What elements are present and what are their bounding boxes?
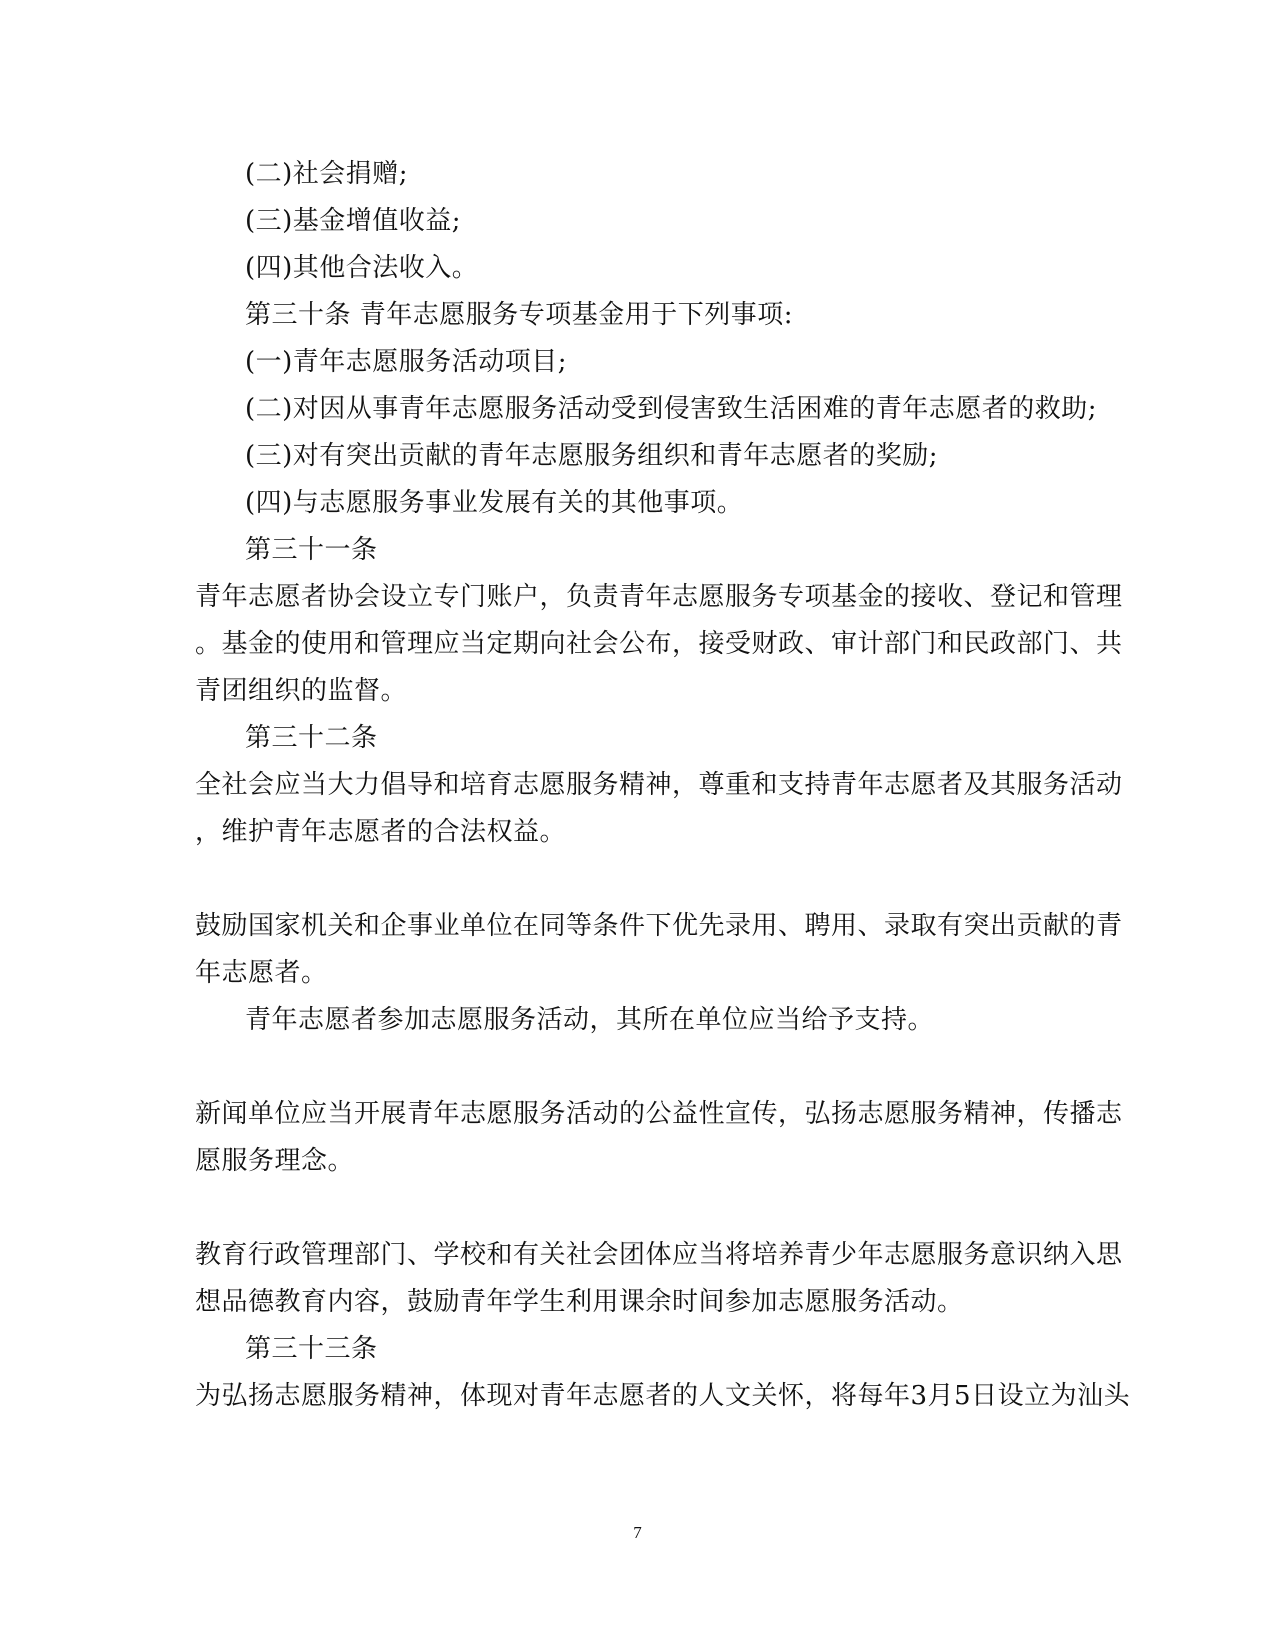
article-33-text-line-1: 为弘扬志愿服务精神，体现对青年志愿者的人文关怀，将每年3月5日设立为汕头 (195, 1381, 1131, 1411)
article-32-para-3: 青年志愿者参加志愿服务活动，其所在单位应当给予支持。 (245, 1005, 935, 1035)
article-32-para-2-line-2: 年志愿者。 (195, 958, 328, 988)
article-32-para-5-line-2: 想品德教育内容，鼓励青年学生利用课余时间参加志愿服务活动。 (195, 1287, 964, 1317)
article-30-item-1: (一)青年志愿服务活动项目; (245, 347, 568, 377)
article-31-text-line-2: 。基金的使用和管理应当定期向社会公布，接受财政、审计部门和民政部门、共 (195, 629, 1123, 659)
article-30-heading: 第三十条 青年志愿服务专项基金用于下列事项: (245, 300, 794, 330)
article-32-para-1-line-2: ，维护青年志愿者的合法权益。 (195, 817, 567, 847)
article-30-item-2: (二)对因从事青年志愿服务活动受到侵害致生活困难的青年志愿者的救助; (245, 394, 1098, 424)
article-32-heading: 第三十二条 (245, 723, 378, 753)
article-33-heading: 第三十三条 (245, 1334, 378, 1364)
article-31-heading: 第三十一条 (245, 535, 378, 565)
article-32-para-4-line-2: 愿服务理念。 (195, 1146, 355, 1176)
article-32-para-4-line-1: 新闻单位应当开展青年志愿服务活动的公益性宣传，弘扬志愿服务精神，传播志 (195, 1099, 1123, 1129)
item-fund-appreciation: (三)基金增值收益; (245, 206, 462, 236)
article-32-para-1-line-1: 全社会应当大力倡导和培育志愿服务精神，尊重和支持青年志愿者及其服务活动 (195, 770, 1123, 800)
article-31-text-line-1: 青年志愿者协会设立专门账户，负责青年志愿服务专项基金的接收、登记和管理 (195, 582, 1123, 612)
item-other-income: (四)其他合法收入。 (245, 253, 479, 283)
article-32-para-2-line-1: 鼓励国家机关和企事业单位在同等条件下优先录用、聘用、录取有突出贡献的青 (195, 911, 1123, 941)
item-social-donations: (二)社会捐赠; (245, 159, 409, 189)
page-number: 7 (633, 1523, 642, 1542)
article-30-item-4: (四)与志愿服务事业发展有关的其他事项。 (245, 488, 744, 518)
article-31-text-line-3: 青团组织的监督。 (195, 676, 408, 706)
article-30-item-3: (三)对有突出贡献的青年志愿服务组织和青年志愿者的奖励; (245, 441, 939, 471)
article-32-para-5-line-1: 教育行政管理部门、学校和有关社会团体应当将培养青少年志愿服务意识纳入思 (195, 1240, 1123, 1270)
